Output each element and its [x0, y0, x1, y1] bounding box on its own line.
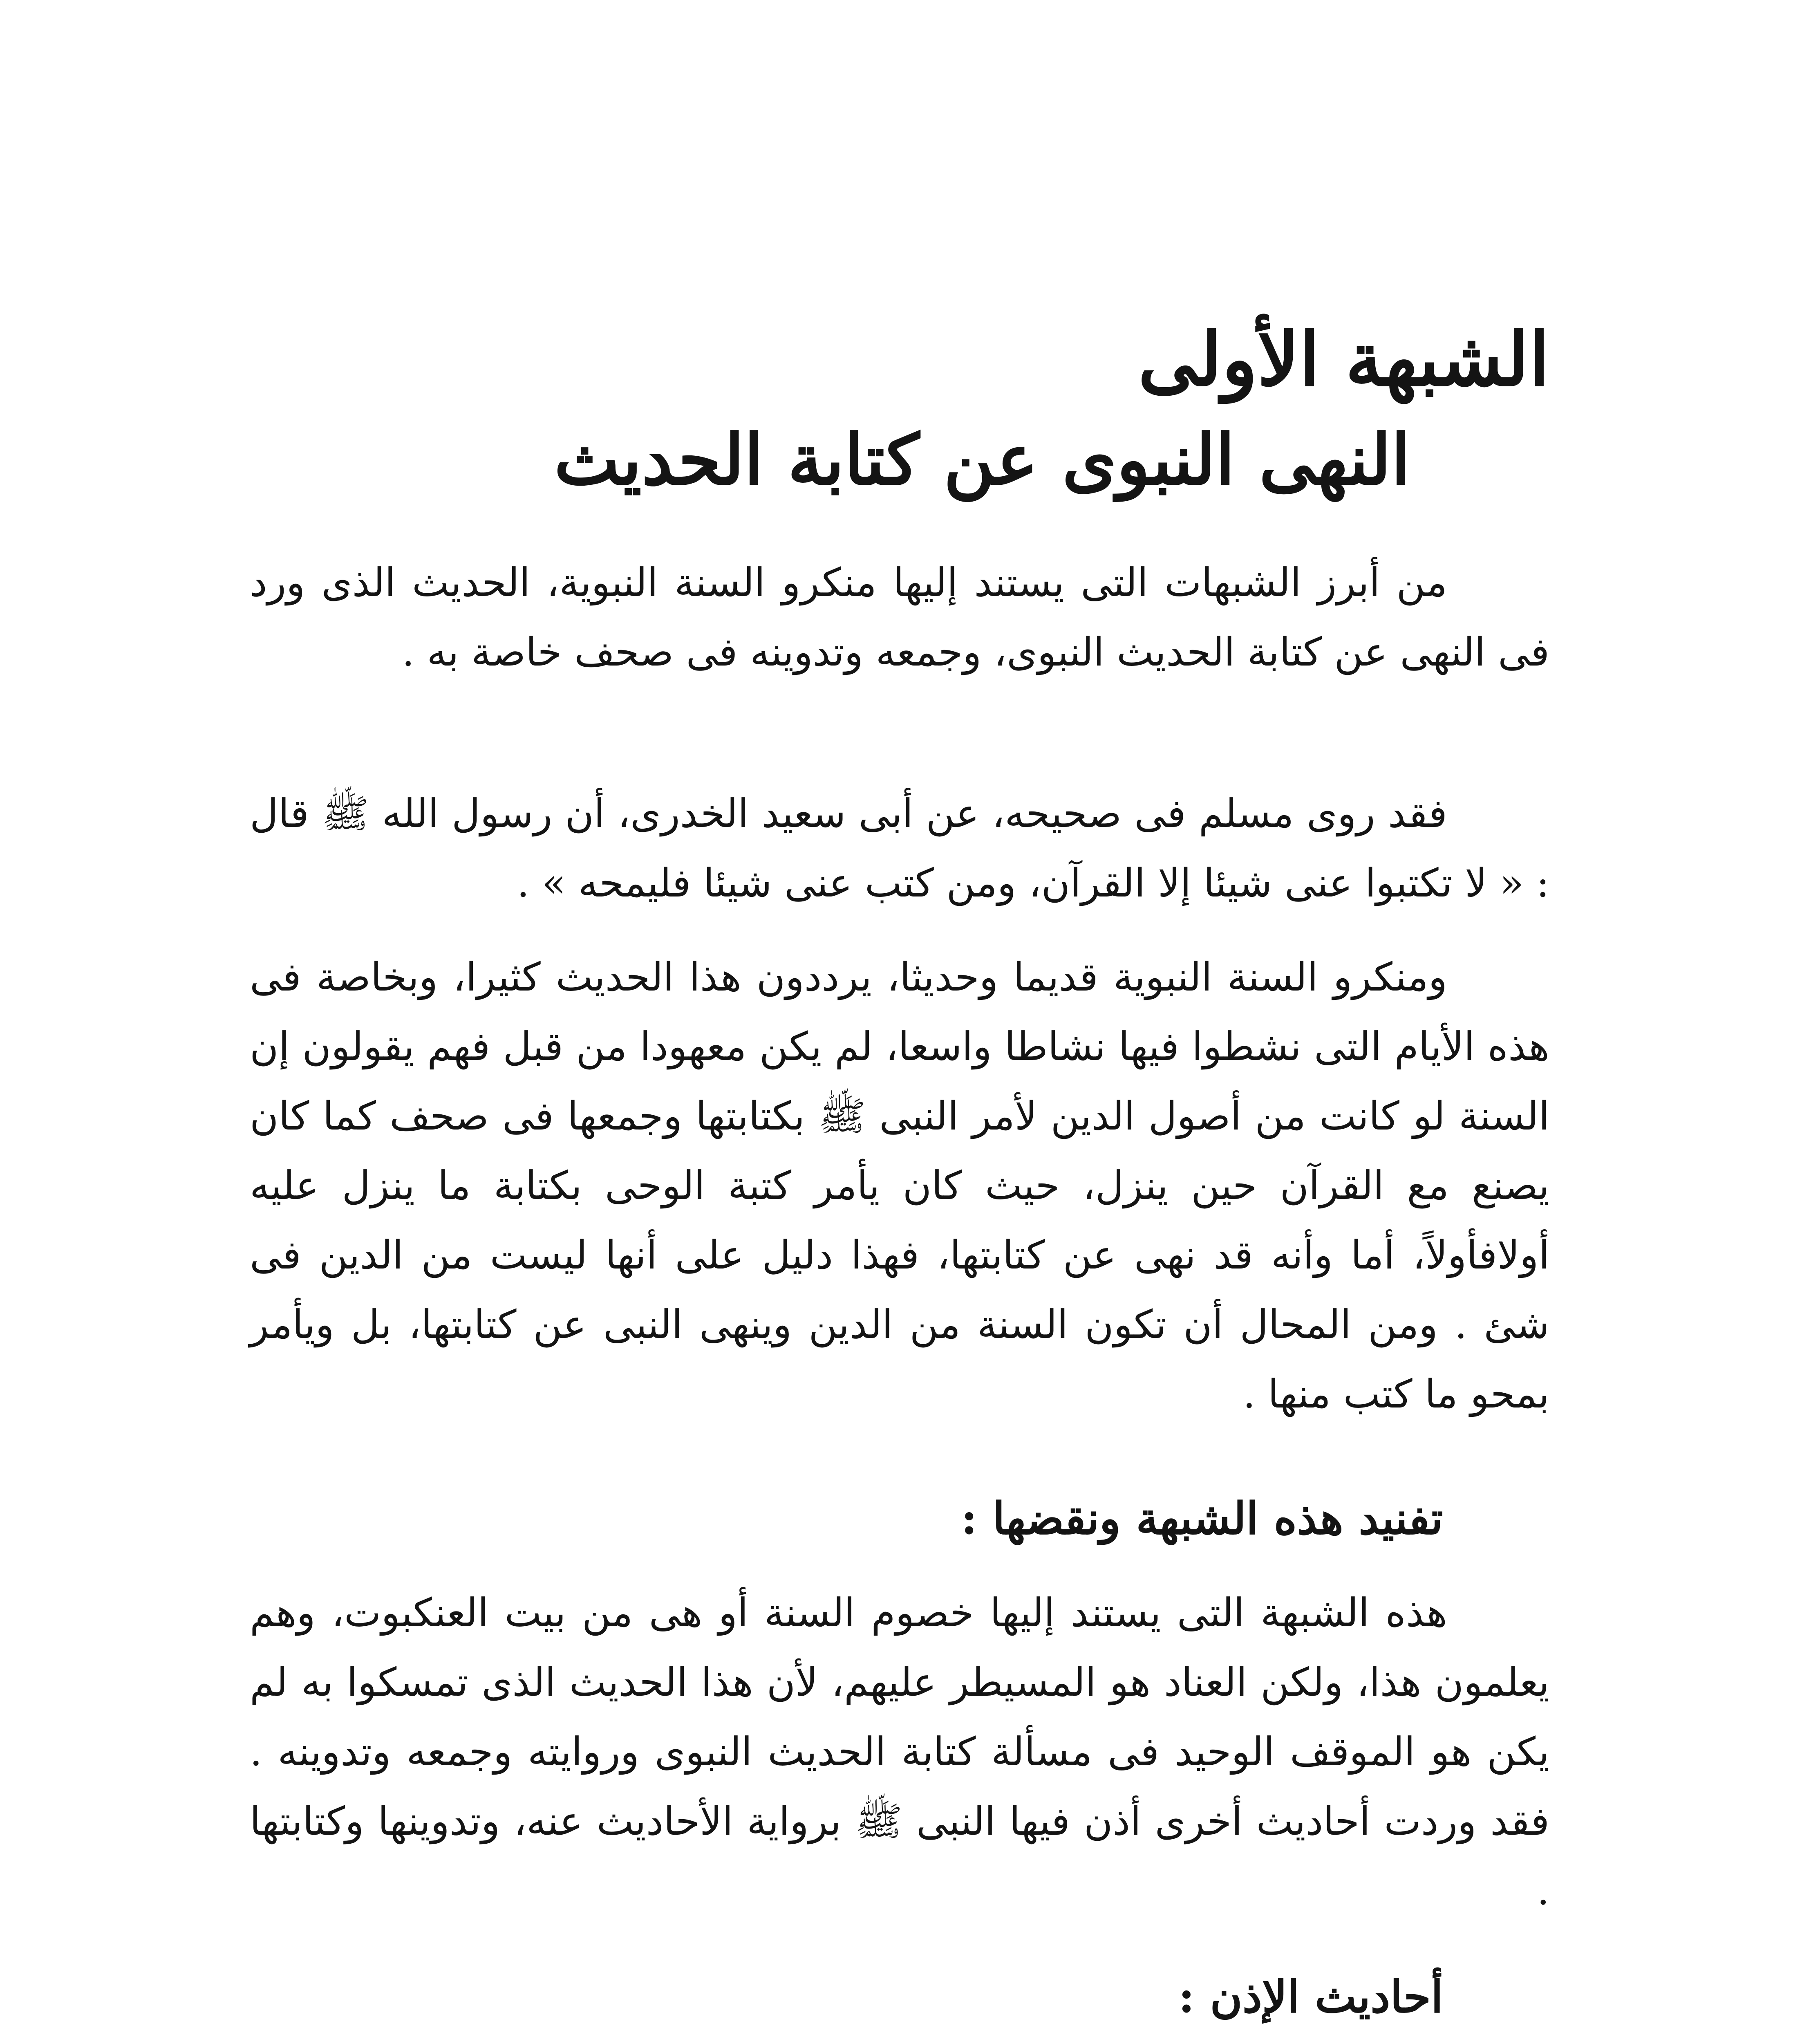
heading-refutation: تفنيد هذه الشبهة ونقضها :	[961, 1493, 1443, 1544]
paragraph-refutation: هذه الشبهة التى يستند إليها خصوم السنة أو هى من بيت العنكبوت، وهم يعلمون هذا، ولكن العناد هو المسيطر عليهم، لأن هذا الحديث الذى تمسكوا به لم يكن هو الموقف الوحيد فى مسألة كتابة الحديث النبوى وروايته وجمعه وتدوينه . فقد وردت أحاديث أخرى أذن فيها النبى ﷺ برواية الأحاديث عنه، وتدوينها وكتابتها .	[250, 1590, 1549, 1914]
paragraph-deniers-claim: ومنكرو السنة النبوية قديما وحديثا، يرددون هذا الحديث كثيرا، وبخاصة فى هذه الأيام التى نشطوا فيها نشاطا واسعا، لم يكن معهودا من قبل فهم يقولون إن السنة لو كانت من أصول الدين لأمر النبى ﷺ بكتابتها وجمعها فى صحف كما كان يصنع مع القرآن حين ينزل، حيث كان يأمر كتبة الوحى بكتابة ما ينزل عليه أولافأولاً، أما وأنه قد نهى عن كتابتها، فهذا دليل على أنها ليست من الدين فى شئ . ومن المحال أن تكون السنة من الدين وينهى النبى عن كتابتها، بل ويأمر بمحو ما كتب منها .	[250, 954, 1550, 1417]
chapter-subtitle: النهى النبوى عن كتابة الحديث	[554, 419, 1410, 501]
paragraph-intro: من أبرز الشبهات التى يستند إليها منكرو السنة النبوية، الحديث الذى ورد فى النهى عن كتابة الحديث النبوى، وجمعه وتدوينه فى صحف خاصة به .	[250, 560, 1549, 675]
paragraph-muslim-narration: فقد روى مسلم فى صحيحه، عن أبى سعيد الخدرى، أن رسول الله ﷺ قال : « لا تكتبوا عنى شيئا إلا القرآن، ومن كتب عنى شيئا فليمحه » .	[250, 791, 1549, 906]
chapter-title: الشبهة الأولى	[1138, 316, 1549, 403]
heading-permission-hadiths: أحاديث الإذن :	[1178, 1971, 1443, 2023]
